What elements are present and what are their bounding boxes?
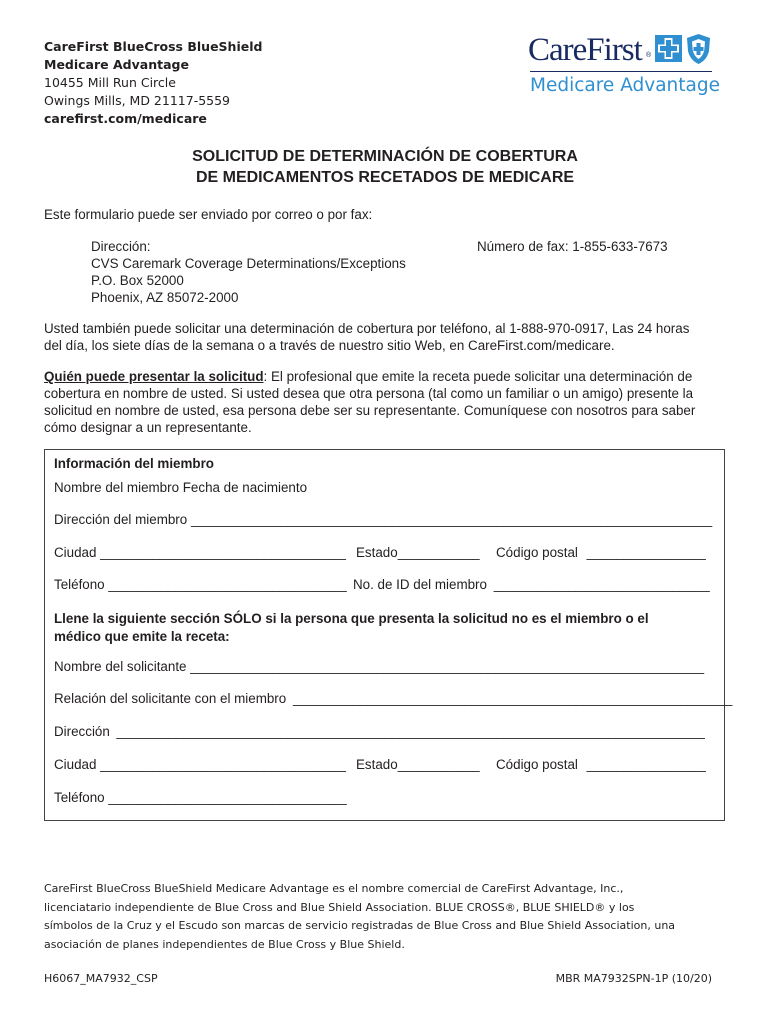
member-state-blank[interactable]: ___________: [397, 545, 480, 560]
intro-text: Este formulario puede ser enviado por correo o por fax:: [44, 207, 373, 222]
member-information-box: [44, 449, 733, 821]
member-zip-field[interactable]: [496, 545, 706, 560]
requestor-name-field[interactable]: [54, 659, 704, 674]
requestor-city-blank[interactable]: _________________________________: [100, 757, 346, 772]
form-title-line-2: DE MEDICAMENTOS RECETADOS DE MEDICARE: [195, 169, 575, 186]
phone-paragraph: [44, 320, 734, 354]
requestor-heading-line-2: médico que emite la receta:: [54, 629, 230, 644]
requestor-relation-field[interactable]: [54, 691, 732, 706]
legal-footer-line-2: licenciatario independiente de Blue Cross and Blue Shield Association. BLUE CROSS®, BLUE SHIELD® y los: [44, 900, 635, 914]
fax-number: Número de fax: 1-855-633-7673: [477, 239, 668, 254]
member-id-label: No. de ID del miembro: [353, 577, 487, 592]
who-can-request-heading: Quién puede presentar la solicitud: [44, 369, 264, 384]
requestor-city-label: Ciudad: [54, 757, 97, 772]
carefirst-logo: [528, 32, 728, 102]
who-can-request-paragraph: [44, 368, 744, 436]
requestor-state-label: Estado: [356, 757, 398, 772]
requestor-address-blank[interactable]: _______________________________________________________________________________: [116, 724, 705, 739]
member-city-blank[interactable]: _________________________________: [100, 545, 346, 560]
mailing-address-line-2: P.O. Box 52000: [91, 273, 184, 288]
member-city-label: Ciudad: [54, 545, 97, 560]
requestor-name-label: Nombre del solicitante: [54, 659, 187, 674]
mailing-address-label: Dirección:: [91, 239, 151, 254]
who-can-request-line-1: : El profesional que emite la receta puede solicitar una determinación de: [263, 369, 693, 384]
member-city-field[interactable]: [54, 545, 346, 560]
legal-footer-line-4: asociación de planes independientes de Blue Cross y Blue Shield.: [44, 937, 405, 951]
logo-wordmark: CareFirst: [528, 32, 642, 68]
who-can-request-line-4: cómo designar a un representante.: [44, 420, 252, 435]
phone-paragraph-line-1: Usted también puede solicitar una determinación de cobertura por teléfono, al 1-888-970-0917, Las 24 horas: [44, 321, 690, 336]
member-zip-label: Código postal: [496, 545, 578, 560]
address-line-2: Owings Mills, MD 21117-5559: [44, 93, 231, 108]
legal-footer: [44, 880, 734, 954]
blue-shield-icon: [685, 33, 712, 65]
organization-address-block: [44, 38, 262, 128]
phone-paragraph-line-2: del día, los siete días de la semana o a través de nuestro sitio Web, en CareFirst.com/medicare.: [44, 338, 615, 353]
form-code-left: H6067_MA7932_CSP: [44, 972, 158, 985]
blue-cross-icon: [655, 35, 682, 62]
requestor-state-field[interactable]: [356, 757, 480, 772]
member-address-blank[interactable]: ______________________________________________________________________: [190, 512, 713, 527]
requestor-name-blank[interactable]: _____________________________________________________________________: [190, 659, 705, 674]
form-code-right: MBR MA7932SPN-1P (10/20): [555, 972, 712, 985]
who-can-request-line-2: cobertura en nombre de usted. Si usted desea que otra persona (tal como un familiar o un amigo) presente la: [44, 386, 694, 401]
logo-trademark: ®: [646, 52, 652, 59]
requestor-relation-blank[interactable]: ___________________________________________________________: [292, 691, 733, 706]
mailing-address-line-1: CVS Caremark Coverage Determinations/Exceptions: [91, 256, 406, 271]
member-id-blank[interactable]: _____________________________: [493, 577, 710, 592]
requestor-address-field[interactable]: [54, 724, 705, 739]
member-state-field[interactable]: [356, 545, 480, 560]
member-name-dob-field[interactable]: Nombre del miembro Fecha de nacimiento: [54, 480, 308, 495]
member-id-field[interactable]: [353, 577, 710, 592]
form-title: [0, 146, 770, 188]
member-info-heading: Información del miembro: [54, 456, 214, 471]
requestor-section-heading: [54, 610, 649, 646]
who-can-request-line-3: solicitud en nombre de usted, esa persona debe ser su representante. Comuníquese con nosotros para saber: [44, 403, 696, 418]
requestor-city-field[interactable]: [54, 757, 346, 772]
member-phone-blank[interactable]: ________________________________: [108, 577, 347, 592]
address-line-1: 10455 Mill Run Circle: [44, 75, 176, 90]
requestor-phone-field[interactable]: [54, 790, 347, 805]
requestor-zip-field[interactable]: [496, 757, 706, 772]
form-title-line-1: SOLICITUD DE DETERMINACIÓN DE COBERTURA: [192, 148, 578, 165]
organization-name: CareFirst BlueCross BlueShield: [44, 39, 263, 54]
requestor-address-label: Dirección: [54, 724, 110, 739]
organization-subname: Medicare Advantage: [44, 57, 189, 72]
member-zip-blank[interactable]: ________________: [586, 545, 706, 560]
mailing-address: [91, 238, 406, 306]
requestor-zip-label: Código postal: [496, 757, 578, 772]
member-state-label: Estado: [356, 545, 398, 560]
member-phone-label: Teléfono: [54, 577, 105, 592]
legal-footer-line-1: CareFirst BlueCross BlueShield Medicare Advantage es el nombre comercial de CareFirst Advantage, Inc.,: [44, 882, 624, 895]
logo-tagline: Medicare Advantage: [530, 75, 720, 96]
requestor-phone-blank[interactable]: ________________________________: [108, 790, 347, 805]
logo-divider: [530, 71, 712, 72]
member-address-field[interactable]: [54, 512, 712, 527]
requestor-heading-line-1: Llene la siguiente sección SÓLO si la persona que presenta la solicitud no es el miembro o el: [54, 611, 649, 626]
requestor-state-blank[interactable]: ___________: [397, 757, 480, 772]
legal-footer-line-3: símbolos de la Cruz y el Escudo son marcas de servicio registradas de Blue Cross and Blue Shield Association, una: [44, 919, 676, 932]
website-link[interactable]: carefirst.com/medicare: [44, 111, 207, 126]
member-phone-field[interactable]: [54, 577, 347, 592]
requestor-phone-label: Teléfono: [54, 790, 105, 805]
member-address-label: Dirección del miembro: [54, 512, 188, 527]
requestor-zip-blank[interactable]: ________________: [586, 757, 706, 772]
requestor-relation-label: Relación del solicitante con el miembro: [54, 691, 287, 706]
mailing-address-line-3: Phoenix, AZ 85072-2000: [91, 290, 239, 305]
